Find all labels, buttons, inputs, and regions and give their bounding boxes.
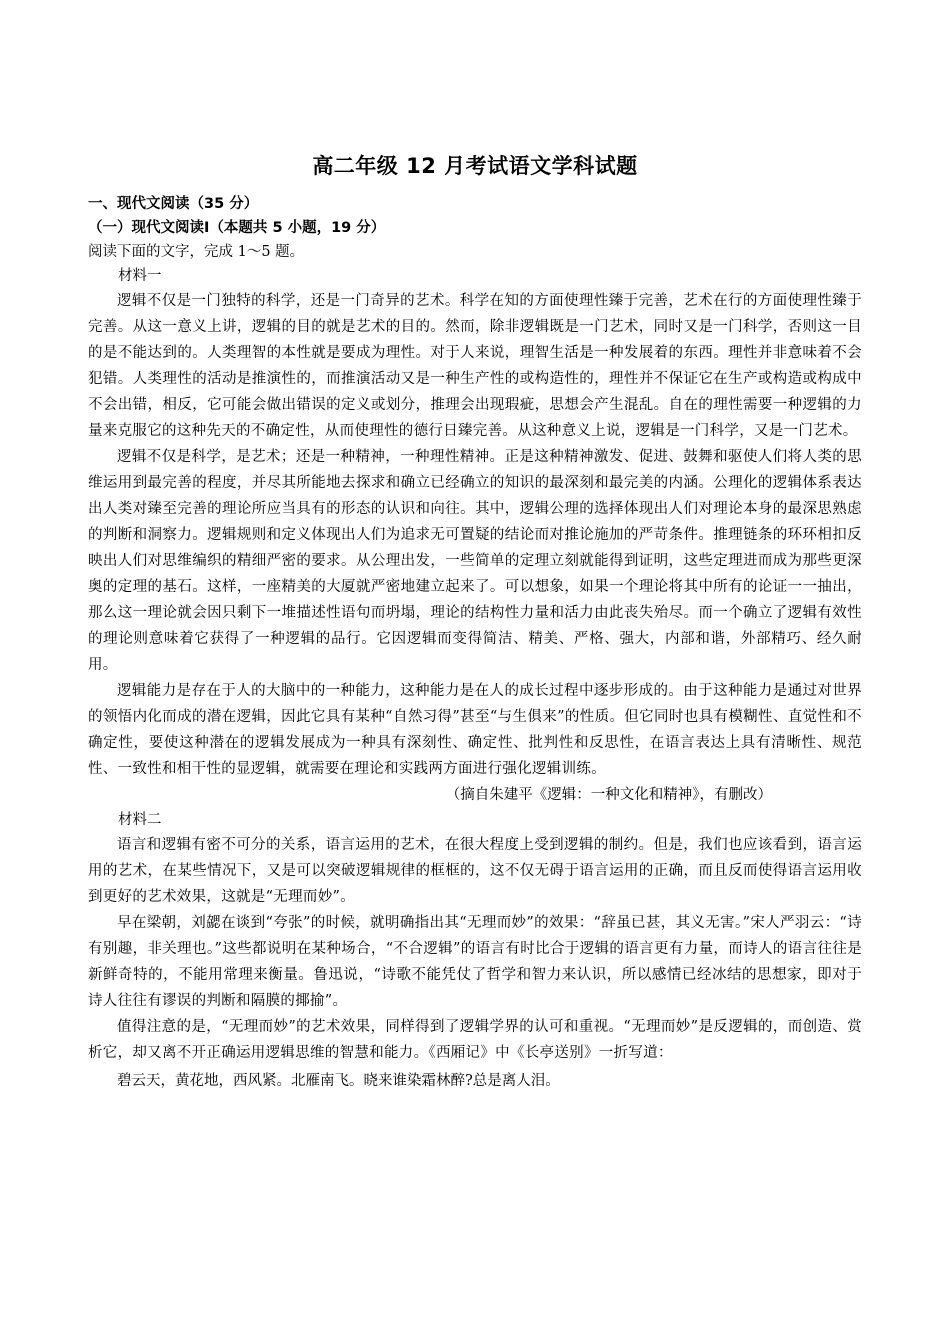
material-one-source: （摘自朱建平《逻辑：一种文化和精神》，有删改） — [445, 787, 772, 803]
material-one-paragraph-3: 逻辑能力是存在于人的大脑中的一种能力，这种能力是在人的成长过程中逐步形成的。由于这种能力是通过对世界的领悟内化而成的潜在逻辑，因此它具有某种“自然习得”甚至“与生俱来”的性质。但它同时也具有模糊性、直觉性和不确定性，要使这种潜在的逻辑发展成为一种具有深刻性、确定性、批判性和反思性，在语言表达上具有清晰性、规范性、一致性和相干性的显逻辑，就需要在理论和实践两方面进行强化逻辑训练。 — [88, 683, 862, 777]
reading-instruction: 阅读下面的文字，完成 1～5 题。 — [88, 244, 305, 260]
exam-title: 高二年级 12 月考试语文学科试题 — [312, 154, 638, 178]
material-two-label: 材料二 — [118, 812, 162, 828]
material-two-paragraph-1: 语言和逻辑有密不可分的关系，语言运用的艺术，在很大程度上受到逻辑的制约。但是，我们也应该看到，语言运用的艺术，在某些情况下，又是可以突破逻辑规律的框框的，这不仅无碍于语言运用的正确，而且反而使得语言运用收到更好的艺术效果，这就是“无理而妙”。 — [88, 837, 862, 905]
material-one-paragraph-2: 逻辑不仅是科学，是艺术；还是一种精神，一种理性精神。正是这种精神激发、促进、鼓舞和驱使人们将人类的思维运用到最完善的程度，并尽其所能地去探求和确立已经确立的知识的最深刻和最完美的内涵。公理化的逻辑体系表达出人类对臻至完善的理论所应当具有的形态的认识和向往。其中，逻辑公理的选择体现出人们对理论本身的最深思熟虑的判断和洞察力。逻辑规则和定义体现出人们为追求无可置疑的结论而对推论施加的严苛条件。推理链条的环环相扣反映出人们对思维编织的精细严密的要求。从公理出发，一些简单的定理立刻就能得到证明，这些定理进而成为那些更深奥的定理的基石。这样，一座精美的大厦就严密地建立起来了。可以想象，如果一个理论将其中所有的论证一一抽出，那么这一理论就会因只剩下一堆描述性语句而坍塌，理论的结构性力量和活力由此丧失殆尽。而一个确立了逻辑有效性的理论则意味着它获得了一种逻辑的品行。它因逻辑而变得简洁、精美、严格、强大，内部和谐，外部精巧、经久耐用。 — [88, 449, 862, 673]
material-two-verse: 碧云天，黄花地，西风紧。北雁南飞。晓来谁染霜林醉?总是离人泪。 — [117, 1073, 560, 1089]
material-two-paragraph-2: 早在梁朝，刘勰在谈到“夸张”的时候，就明确指出其“无理而妙”的效果：“辞虽已甚，其义无害。”宋人严羽云：“诗有别趣，非关理也。”这些都说明在某种场合，“不合逻辑”的语言有时比合于逻辑的语言更有力量，而诗人的语言往往是新鲜奇特的，不能用常理来衡量。鲁迅说，“诗歌不能凭仗了哲学和智力来认识，所以感情已经冰结的思想家，即对于诗人往往有谬误的判断和隔膜的揶揄”。 — [88, 915, 862, 1009]
material-one-label: 材料一 — [118, 268, 162, 284]
material-two-paragraph-3: 值得注意的是，“无理而妙”的艺术效果，同样得到了逻辑学界的认可和重视。“无理而妙”是反逻辑的，而创造、赏析它，却又离不开正确运用逻辑思维的智慧和能力。《西厢记》中《长亭送别》一折写道： — [88, 1019, 862, 1061]
material-one-paragraph-1: 逻辑不仅是一门独特的科学，还是一门奇异的艺术。科学在知的方面使理性臻于完善，艺术在行的方面使理性臻于完善。从这一意义上讲，逻辑的目的就是艺术的目的。然而，除非逻辑既是一门艺术，同时又是一门科学，否则这一目的是不能达到的。人类理智的本性就是要成为理性。对于人来说，理智生活是一种发展着的东西。理性并非意味着不会犯错。人类理性的活动是推演性的，而推演活动又是一种生产性的或构造性的，理性并不保证它在生产或构造或构成中不会出错，相反，它可能会做出错误的定义或划分，推理会出现瑕疵，思想会产生混乱。自在的理性需要一种逻辑的力量来克服它的这种先天的不确定性，从而使理性的德行日臻完善。从这种意义上说，逻辑是一门科学，又是一门艺术。 — [88, 293, 862, 439]
subsection-heading: （一）现代文阅读Ⅰ（本题共 5 小题，19 分） — [88, 220, 386, 236]
section-heading: 一、现代文阅读（35 分） — [88, 196, 259, 212]
exam-page — [88, 150, 862, 1094]
